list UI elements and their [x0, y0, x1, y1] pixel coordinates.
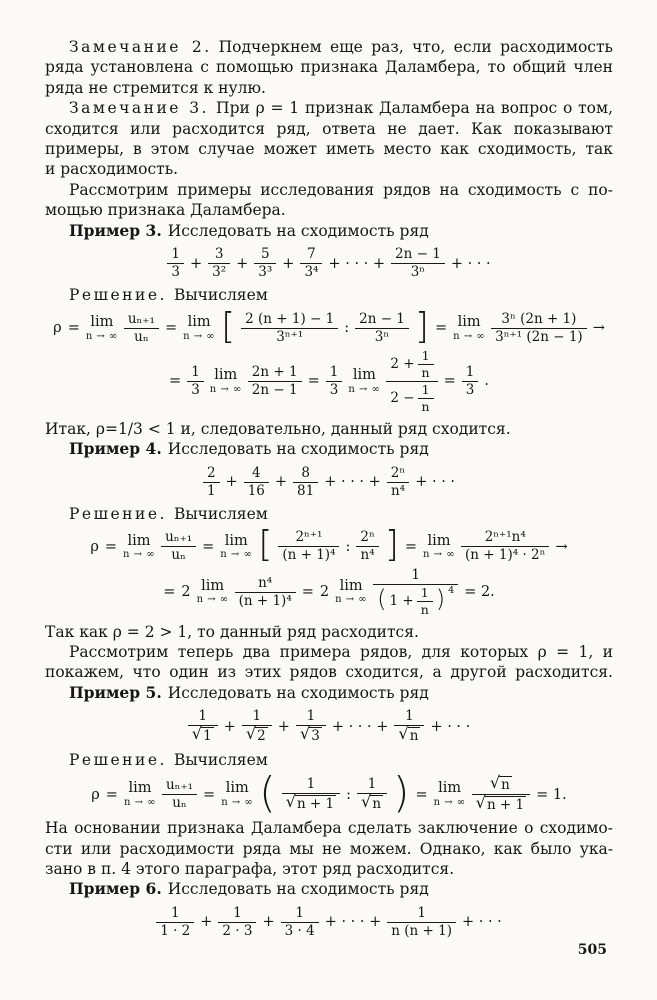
- ellipsis-operator: + · · · +: [331, 718, 389, 735]
- denominator: (n + 1)⁴ · 2ⁿ: [465, 547, 546, 564]
- denominator: n: [421, 364, 430, 380]
- left-paren: (: [259, 767, 276, 817]
- lim-subscript: n → ∞: [423, 549, 456, 561]
- equals-sign: =: [443, 373, 456, 390]
- numerator: 3: [208, 247, 230, 264]
- equals-sign: =: [169, 373, 182, 390]
- radicand: 2: [257, 728, 266, 745]
- limit-operator: [423, 534, 455, 561]
- left-bracket: [: [221, 305, 236, 347]
- numerator: 2ⁿ: [387, 466, 409, 483]
- denominator: 16: [247, 482, 265, 499]
- numerator: n⁴: [235, 576, 296, 593]
- formula-example5-solution: [45, 767, 613, 817]
- denominator: [472, 795, 531, 813]
- numerator: 2ⁿ⁺¹n⁴: [461, 530, 549, 547]
- paragraph-conclusion-4: Так как ρ = 2 > 1, то данный ряд расходится.: [45, 622, 419, 641]
- numerator: 1: [387, 906, 456, 923]
- text-line: зано в п. 4 этого параграфа, этот ряд расходится.: [45, 859, 455, 878]
- text-line: ряда не стремится к нулю.: [45, 78, 266, 97]
- fraction: [278, 530, 339, 563]
- coefficient: 2: [319, 584, 330, 601]
- radical-sign: √: [245, 724, 257, 744]
- square-root: [245, 724, 268, 745]
- numerator: 2n + 1: [248, 365, 302, 382]
- lim-word: lim: [187, 314, 211, 331]
- lim-subscript: n → ∞: [123, 796, 156, 808]
- coefficient: 2: [181, 584, 191, 601]
- fraction: [156, 906, 194, 939]
- left-bracket: [: [258, 524, 273, 566]
- fraction: [162, 778, 197, 811]
- ellipsis-operator: + · · · +: [328, 255, 386, 272]
- lim-subscript: n → ∞: [196, 594, 229, 606]
- radical-sign: √: [299, 724, 311, 744]
- equals-sign: =: [67, 320, 80, 337]
- square-root: [398, 724, 420, 745]
- radicand: 3: [311, 728, 320, 745]
- numerator: 3ⁿ (2n + 1): [491, 312, 587, 329]
- plus-operator: +: [189, 255, 203, 272]
- right-bracket: ]: [384, 524, 399, 566]
- text-line: мощью признака Даламбера.: [45, 201, 286, 220]
- equals-sign: =: [164, 320, 178, 337]
- denominator: 3ⁿ: [410, 264, 426, 281]
- fraction: [357, 777, 387, 812]
- limit-operator: [124, 781, 156, 808]
- text-line: Рассмотрим примеры исследования рядов на сходимость с по-: [69, 180, 613, 199]
- denominator: 3⁴: [304, 264, 319, 281]
- formula-example3-series: [45, 247, 613, 280]
- fraction: [282, 777, 341, 812]
- rho-symbol: ρ: [90, 538, 99, 555]
- lim-word: lim: [352, 367, 376, 384]
- formula-example4-solution: [45, 524, 613, 617]
- radicand: n + 1: [296, 796, 335, 813]
- equals-sign: =: [301, 584, 314, 601]
- denominator: 3: [171, 264, 180, 281]
- text-line: примеры, в этом случае может иметь место как сходимость, так: [45, 140, 613, 159]
- numerator: 2: [203, 466, 220, 483]
- lim-subscript: n → ∞: [348, 383, 381, 395]
- denominator: uₙ: [172, 795, 187, 812]
- lim-word: lim: [225, 780, 249, 797]
- lim-subscript: n → ∞: [220, 549, 253, 561]
- denominator: [394, 726, 424, 744]
- fraction: [355, 312, 409, 345]
- text-run: Вычисляем: [173, 286, 268, 305]
- numerator: 1: [218, 906, 256, 923]
- period: .: [484, 373, 489, 390]
- lim-subscript: n → ∞: [85, 330, 118, 342]
- lim-subscript: n → ∞: [335, 594, 368, 606]
- denominator: 3: [191, 381, 200, 398]
- example-4-label: Пример 4.: [69, 439, 162, 459]
- text-run: При ρ = 1 признак Даламбера на вопрос о том,: [216, 99, 613, 118]
- solution-5-heading: [45, 750, 613, 770]
- fraction: [218, 906, 256, 939]
- fraction: [203, 466, 220, 499]
- plus-operator: +: [225, 474, 238, 491]
- equals-sign: =: [307, 373, 320, 390]
- equals-sign: =: [105, 786, 118, 803]
- term: 2 −: [390, 389, 415, 406]
- fraction: [387, 906, 456, 939]
- fraction: [418, 349, 434, 380]
- division-colon: :: [344, 320, 350, 337]
- solution-label: Решение.: [69, 504, 167, 523]
- numerator: 1: [282, 777, 341, 794]
- big-fraction: [386, 349, 437, 414]
- lim-word: lim: [201, 577, 225, 594]
- right-paren: ): [435, 584, 446, 613]
- fraction: [296, 709, 326, 744]
- formula-line: [45, 568, 613, 617]
- equals-sign: =: [202, 538, 215, 555]
- plus-operator: +: [274, 474, 288, 491]
- text-line: покажем, что один из этих рядов сходится, а другой расходится.: [45, 663, 613, 682]
- text-run: Исследовать на сходимость ряд: [167, 440, 429, 459]
- text-run: Исследовать на сходимость ряд: [167, 880, 429, 899]
- radical-sign: √: [398, 724, 409, 744]
- radical-sign: √: [285, 792, 296, 812]
- fraction: [188, 709, 218, 744]
- radicand: n: [409, 728, 419, 745]
- numerator: 1: [462, 365, 479, 382]
- fraction: [248, 365, 302, 398]
- equals-sign: =: [163, 584, 176, 601]
- numerator: 1: [418, 383, 434, 399]
- formula-line: [45, 349, 613, 414]
- limit-operator: [183, 315, 215, 342]
- denominator: [386, 382, 437, 414]
- fraction: [418, 383, 434, 414]
- ellipsis-operator: + · · ·: [461, 914, 502, 931]
- numerator: 1: [296, 709, 326, 726]
- denominator: [188, 726, 218, 744]
- formula-example6-series: [45, 906, 613, 939]
- lim-word: lim: [457, 314, 481, 331]
- paragraph-two-examples: [45, 642, 613, 683]
- limit-operator: [197, 579, 229, 606]
- numerator: 1: [156, 906, 194, 923]
- limit-operator: [220, 534, 252, 561]
- text-line: сти или расходимости ряда мы не можем. Однако, как было ука-: [45, 839, 613, 858]
- numerator: 2n − 1: [355, 312, 409, 329]
- limit-operator: [335, 579, 367, 606]
- formula-example5-series: [45, 709, 613, 744]
- text-run: Подчеркнем еще раз, что, если расходимость: [218, 38, 613, 56]
- solution-label: Решение.: [69, 286, 167, 305]
- equals-sign: =: [434, 320, 448, 337]
- numerator: 1: [417, 586, 433, 602]
- result-value: = 1.: [536, 786, 567, 803]
- fraction: [161, 530, 196, 563]
- result-value: = 2.: [464, 584, 495, 601]
- paragraph-remark-3: [45, 98, 613, 180]
- numerator: 1: [281, 906, 319, 923]
- radical-sign: √: [361, 792, 372, 812]
- example-3-heading: [45, 221, 613, 241]
- example-5-label: Пример 5.: [69, 682, 162, 702]
- lim-word: lim: [127, 532, 151, 549]
- plus-operator: +: [223, 718, 236, 735]
- denominator: [357, 794, 387, 812]
- radical-sign: √: [191, 724, 203, 744]
- continuation-arrow: →: [592, 320, 605, 337]
- fraction: [124, 312, 159, 345]
- denominator: n (n + 1): [391, 922, 452, 939]
- lim-subscript: n → ∞: [221, 796, 254, 808]
- denominator: 81: [297, 482, 315, 499]
- denominator: n⁴: [390, 482, 406, 499]
- radicand: 1: [203, 728, 212, 745]
- fraction: [472, 772, 531, 814]
- paragraph-conclusion-5: [45, 818, 613, 879]
- fraction: [391, 247, 445, 280]
- square-root: [191, 724, 214, 745]
- left-paren: (: [377, 584, 387, 613]
- denominator: 1: [206, 482, 216, 499]
- numerator: 8: [293, 466, 318, 483]
- numerator: 4: [244, 466, 269, 483]
- equals-sign: =: [415, 786, 428, 803]
- denominator: uₙ: [171, 547, 186, 564]
- numerator: 1: [188, 709, 218, 726]
- fraction: [242, 709, 272, 744]
- fraction: [244, 466, 269, 499]
- denominator: 3²: [212, 264, 227, 281]
- numerator: 1: [242, 709, 272, 726]
- text-line: Рассмотрим теперь два примера рядов, для которых ρ = 1, и: [69, 643, 613, 662]
- formula-line: [45, 305, 613, 347]
- denominator: [296, 726, 326, 744]
- numerator: 5: [254, 247, 276, 264]
- numerator: 1: [418, 349, 434, 365]
- fraction: [356, 530, 378, 563]
- fraction: [462, 365, 479, 398]
- numerator: [386, 349, 437, 382]
- plus-operator: +: [200, 914, 213, 931]
- text-line: ряда установлена с помощью признака Даламбера, то общий член: [45, 58, 613, 77]
- denominator: n⁴: [360, 547, 375, 564]
- fraction: [461, 530, 549, 563]
- denominator: [373, 585, 458, 617]
- numerator: uₙ₊₁: [124, 312, 159, 329]
- lim-word: lim: [427, 532, 451, 549]
- example-5-heading: [45, 683, 613, 703]
- ellipsis-operator: + · · ·: [430, 718, 471, 735]
- numerator: 7: [300, 247, 322, 264]
- lim-subscript: n → ∞: [183, 330, 216, 342]
- denominator: 3ⁿ⁺¹ (2n − 1): [495, 328, 583, 345]
- term: 2 +: [390, 355, 415, 372]
- solution-label: Решение.: [69, 750, 167, 769]
- fraction: [254, 247, 276, 280]
- solution-4-heading: [45, 504, 613, 524]
- lim-subscript: n → ∞: [209, 383, 242, 395]
- square-root: [299, 724, 322, 745]
- radical-sign: √: [489, 772, 501, 792]
- fraction: [326, 365, 343, 398]
- numerator: uₙ₊₁: [161, 530, 196, 547]
- numerator: 1: [373, 568, 458, 585]
- ellipsis-operator: + · · ·: [450, 255, 491, 272]
- solution-3-heading: [45, 285, 613, 305]
- text-line: и расходимость.: [45, 160, 179, 179]
- text-run: Исследовать на сходимость ряд: [167, 683, 429, 702]
- big-fraction: [373, 568, 458, 617]
- denominator: n: [420, 601, 429, 617]
- text-line: сходится или расходится ряд, ответа не дает. Как показывают: [45, 119, 613, 138]
- denominator: uₙ: [134, 328, 149, 345]
- plus-operator: +: [262, 914, 275, 931]
- lim-word: lim: [90, 314, 114, 331]
- limit-operator: [348, 368, 380, 395]
- limit-operator: [434, 781, 466, 808]
- remark-2-label: Замечание 2.: [69, 38, 212, 56]
- division-colon: :: [345, 538, 351, 555]
- right-bracket: ]: [414, 305, 429, 347]
- lim-word: lim: [339, 577, 363, 594]
- formula-example4-series: [45, 466, 613, 499]
- denominator: 3 · 4: [284, 922, 315, 939]
- denominator: [242, 726, 272, 744]
- equals-sign: =: [404, 538, 418, 555]
- fraction: [235, 576, 296, 609]
- fraction: [281, 906, 319, 939]
- denominator: 2 · 3: [222, 922, 253, 939]
- paragraph-remark-2: [45, 37, 613, 98]
- radicand: n + 1: [486, 797, 525, 814]
- fraction: [394, 709, 424, 744]
- fraction: [300, 247, 322, 280]
- lim-word: lim: [128, 780, 152, 797]
- lim-subscript: n → ∞: [123, 549, 156, 561]
- example-4-heading: [45, 439, 613, 459]
- square-root: [489, 772, 512, 793]
- equals-sign: =: [203, 786, 216, 803]
- denominator: 3ⁿ⁺¹: [276, 328, 304, 345]
- example-3-label: Пример 3.: [69, 220, 162, 240]
- numerator: 2n − 1: [391, 247, 445, 264]
- numerator: 1: [357, 777, 387, 794]
- denominator: n: [421, 398, 430, 414]
- text-line: [45, 37, 613, 57]
- lim-word: lim: [224, 532, 248, 549]
- text-line: [45, 98, 613, 118]
- lim-word: lim: [438, 780, 462, 797]
- denominator: (n + 1)⁴: [282, 547, 336, 564]
- radicand: n: [501, 776, 510, 793]
- fraction: [387, 466, 409, 499]
- numerator: 2ⁿ⁺¹: [278, 530, 339, 547]
- formula-line: [45, 524, 613, 566]
- denominator: 3: [465, 381, 475, 398]
- limit-operator: [210, 368, 242, 395]
- limit-operator: [123, 534, 155, 561]
- plus-operator: +: [282, 255, 295, 272]
- numerator: 1: [394, 709, 424, 726]
- ellipsis-operator: + · · · +: [324, 474, 381, 491]
- example-6-label: Пример 6.: [69, 879, 162, 899]
- limit-operator: [221, 781, 253, 808]
- numerator: 1: [187, 365, 204, 382]
- rho-symbol: ρ: [91, 786, 100, 803]
- square-root: [285, 792, 337, 813]
- limit-operator: [86, 315, 118, 342]
- radical-sign: √: [475, 793, 486, 813]
- rho-symbol: ρ: [53, 320, 62, 337]
- numerator: 1: [326, 365, 343, 382]
- ellipsis-operator: + · · ·: [415, 474, 456, 491]
- paragraph-intro-examples: [45, 180, 613, 221]
- text-run: Вычисляем: [173, 504, 268, 523]
- fraction: [167, 247, 184, 280]
- equals-sign: =: [104, 538, 118, 555]
- text-run: Вычисляем: [173, 750, 268, 769]
- lim-subscript: n → ∞: [453, 330, 486, 342]
- lim-subscript: n → ∞: [433, 796, 466, 808]
- fraction: [208, 247, 230, 280]
- right-paren: ): [393, 767, 410, 817]
- fraction: [417, 586, 433, 617]
- numerator: 2ⁿ: [356, 530, 378, 547]
- division-colon: :: [346, 786, 352, 803]
- fraction: [241, 312, 338, 345]
- plus-operator: +: [236, 255, 249, 272]
- numerator: 2 (n + 1) − 1: [241, 312, 338, 329]
- formula-example3-solution: [45, 305, 613, 414]
- example-6-heading: [45, 879, 613, 899]
- radicand: n: [372, 796, 382, 813]
- text-line: На основании признака Даламбера сделать заключение о сходимо-: [45, 819, 613, 838]
- denominator: 3: [329, 381, 339, 398]
- square-root: [361, 792, 383, 813]
- fraction: [187, 365, 204, 398]
- paragraph-conclusion-3: Итак, ρ=1/3 < 1 и, следовательно, данный ряд сходится.: [45, 419, 511, 438]
- plus-operator: +: [277, 718, 290, 735]
- denominator: [282, 794, 341, 812]
- page-number: 505: [577, 942, 607, 958]
- continuation-arrow: →: [555, 538, 568, 555]
- square-root: [475, 793, 527, 814]
- numerator: 1: [167, 247, 184, 264]
- limit-operator: [453, 315, 485, 342]
- numerator: uₙ₊₁: [162, 778, 197, 795]
- denominator: 3ⁿ: [374, 328, 390, 345]
- ellipsis-operator: + · · · +: [324, 914, 382, 931]
- remark-3-label: Замечание 3.: [69, 99, 210, 118]
- term: 1 +: [389, 592, 414, 609]
- denominator: (n + 1)⁴: [238, 592, 292, 609]
- denominator: 3³: [258, 264, 273, 281]
- denominator: 1 · 2: [160, 922, 191, 939]
- text-run: Исследовать на сходимость ряд: [167, 221, 429, 240]
- lim-word: lim: [214, 367, 238, 384]
- exponent-4: 4: [448, 584, 455, 596]
- fraction: [293, 466, 318, 499]
- denominator: 2n − 1: [251, 381, 298, 398]
- fraction: [491, 312, 587, 345]
